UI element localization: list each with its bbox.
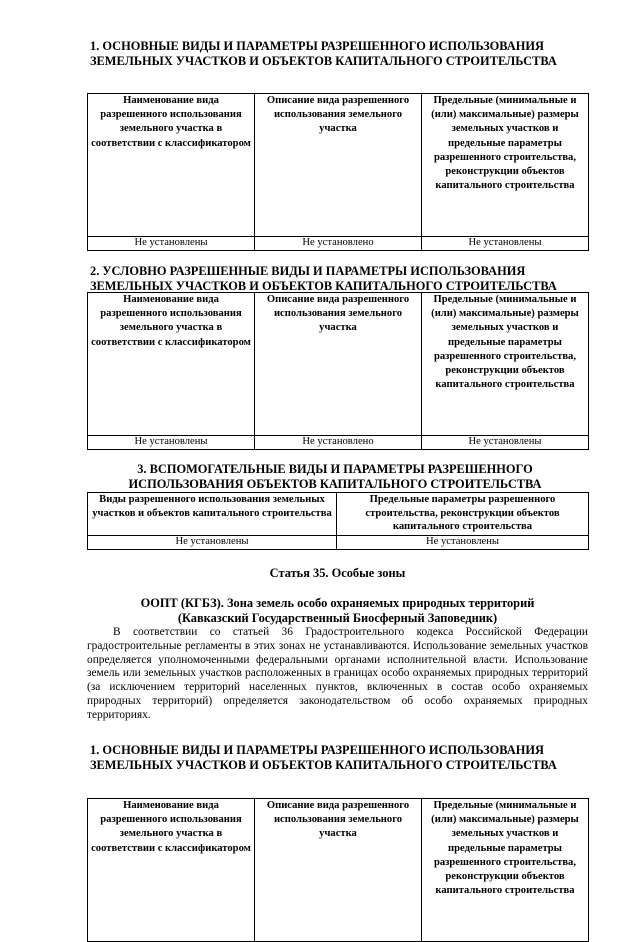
table-header-cell: Предельные (минимальные и (или) максимальные) размеры земельных участков и предельные параметры разрешенного строительства, реконструкции объектов капитального строительства <box>422 293 589 436</box>
table-header-cell: Наименование вида разрешенного использования земельного участка в соответствии с классификатором <box>88 799 255 942</box>
section-1-title: 1. ОСНОВНЫЕ ВИДЫ И ПАРАМЕТРЫ РАЗРЕШЕННОГО ИСПОЛЬЗОВАНИЯ ЗЕМЕЛЬНЫХ УЧАСТКОВ И ОБЪЕКТОВ КАПИТАЛЬНОГО СТРОИТЕЛЬСТВА <box>90 39 557 68</box>
table-cell: Не установлены <box>88 436 255 450</box>
table-header-cell: Наименование вида разрешенного использования земельного участка в соответствии с классификатором <box>88 293 255 436</box>
table-3 <box>87 492 589 550</box>
table-row <box>88 237 589 251</box>
table-header-cell: Описание вида разрешенного использования земельного участка <box>255 94 422 237</box>
table-header-cell: Виды разрешенного использования земельных участков и объектов капитального строительства <box>88 493 337 536</box>
table-header-row <box>88 94 589 237</box>
table-header-cell: Описание вида разрешенного использования земельного участка <box>255 293 422 436</box>
table-1 <box>87 93 589 251</box>
section-3-title: 3. ВСПОМОГАТЕЛЬНЫЕ ВИДЫ И ПАРАМЕТРЫ РАЗРЕШЕННОГО ИСПОЛЬЗОВАНИЯ ОБЪЕКТОВ КАПИТАЛЬНОГО СТРОИТЕЛЬСТВА <box>128 462 542 491</box>
table-row <box>88 536 589 550</box>
table-4 <box>87 798 589 942</box>
table-cell: Не установлено <box>255 436 422 450</box>
article-title: Статья 35. Особые зоны <box>269 566 406 580</box>
table-cell: Не установлены <box>88 237 255 251</box>
zone-title: ООПТ (КГБЗ). Зона земель особо охраняемых природных территорий (Кавказский Государственный Биосферный Заповедник) <box>140 596 535 625</box>
table-header-row <box>88 493 589 536</box>
table-header-row <box>88 799 589 942</box>
table-header-cell: Предельные (минимальные и (или) максимальные) размеры земельных участков и предельные параметры разрешенного строительства, реконструкции объектов капитального строительства <box>422 94 589 237</box>
table-cell: Не установлены <box>422 237 589 251</box>
table-header-row <box>88 293 589 436</box>
table-row <box>88 436 589 450</box>
section-4-title: 1. ОСНОВНЫЕ ВИДЫ И ПАРАМЕТРЫ РАЗРЕШЕННОГО ИСПОЛЬЗОВАНИЯ ЗЕМЕЛЬНЫХ УЧАСТКОВ И ОБЪЕКТОВ КАПИТАЛЬНОГО СТРОИТЕЛЬСТВА <box>90 743 557 772</box>
table-header-cell: Наименование вида разрешенного использования земельного участка в соответствии с классификатором <box>88 94 255 237</box>
table-header-cell: Предельные параметры разрешенного строительства, реконструкции объектов капитального строительства <box>337 493 589 536</box>
table-cell: Не установлены <box>337 536 589 550</box>
table-cell: Не установлено <box>255 237 422 251</box>
article-paragraph: В соответствии со статьей 36 Градостроительного кодекса Российской Федерации градостроительные регламенты в этих зонах не устанавливаются. Использование земельных участков определяется уполномоченными федеральными органами исполнительной власти. Использование земель или земельных участков расположенных в границах особо охраняемых природных территорий (за исключением территорий населенных пунктов, включенных в состав особо охраняемых природных территорий) определяется законодательством об особо охраняемых природных территориях. <box>87 626 588 721</box>
table-2 <box>87 292 589 450</box>
table-cell: Не установлены <box>422 436 589 450</box>
table-header-cell: Описание вида разрешенного использования земельного участка <box>255 799 422 942</box>
table-header-cell: Предельные (минимальные и (или) максимальные) размеры земельных участков и предельные параметры разрешенного строительства, реконструкции объектов капитального строительства <box>422 799 589 942</box>
section-2-title: 2. УСЛОВНО РАЗРЕШЕННЫЕ ВИДЫ И ПАРАМЕТРЫ ИСПОЛЬЗОВАНИЯ ЗЕМЕЛЬНЫХ УЧАСТКОВ И ОБЪЕКТОВ КАПИТАЛЬНОГО СТРОИТЕЛЬСТВА <box>90 264 557 293</box>
table-cell: Не установлены <box>88 536 337 550</box>
